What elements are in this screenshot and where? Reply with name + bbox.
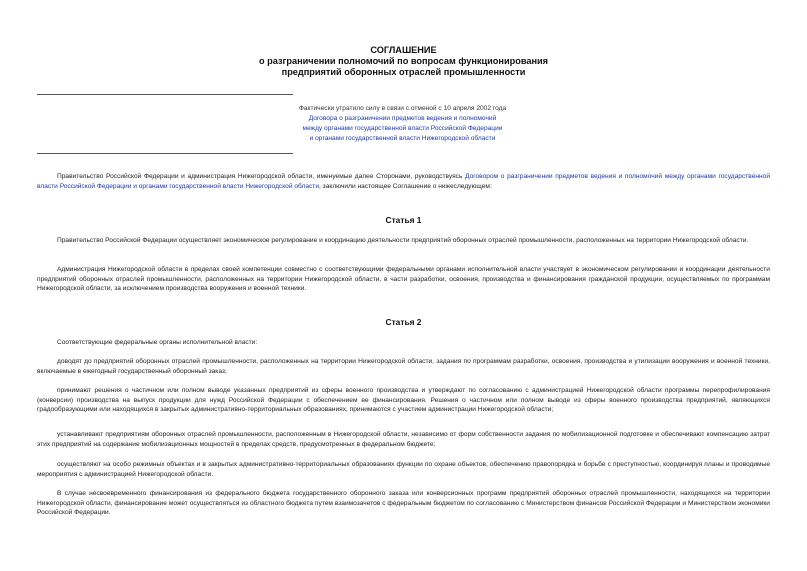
article-1-paragraph-2: Администрация Нижегородской области в пределах своей компетенции совместно с соответствующими федеральными органами исполнительной власти участвует в экономическом регулировании и координации деятельности предприятий оборонных отраслей промышленности, расположенных на территории Нижегородской области, в части разработки, освоения, производства и финансирования гражданской продукции, осуществляемых по программам Нижегородской области, за исключением производства вооружения и военной техники. — [37, 266, 770, 293]
article-2-paragraph-3: принимают решения о частичном или полном выводе указанных предприятий из сферы военного производства и утверждают по согласованию с администрацией Нижегородской области программы перепрофилирования (конверсии) производства на выпуск продукции для нужд Российской Федерации с обеспечением ее финансирования. Решения о частичном или полном выводе из сферы военного производства предприятий, являющихся градообразующими или находящихся в закрытых административно-территориальных образованиях, принимаются с участием администрации Нижегородской области; — [37, 387, 770, 414]
status-note: Фактически утратило силу в связи с отменой с 10 апреля 2002 года — [298, 105, 507, 112]
status-link-line1[interactable]: Договора о разграничении предметов ведения и полномочий — [308, 115, 497, 122]
preamble-text-after: , заключили настоящее Соглашение о нижеследующем: — [319, 182, 492, 190]
article-1-paragraph-1: Правительство Российской Федерации осуществляет экономическое регулирование и координацию деятельности предприятий оборонных отраслей промышленности, расположенных на территории Нижегородской области. — [57, 237, 749, 244]
document-subtitle-line1: о разграничении полномочий по вопросам функционирования — [258, 56, 549, 66]
divider-bottom — [37, 153, 293, 154]
article-2-paragraph-6: В случае несвоевременного финансирования из федерального бюджета государственного оборонного заказа или конверсионных программ предприятий оборонных отраслей промышленности, находящихся на территории Нижегородской области, финансирование может осуществляться из областного бюджета путем взаимозачетов с федеральным бюджетом по согласованию с Министерством финансов Российской Федерации и Министерством экономики Российской Федерации. — [37, 490, 770, 517]
article-2-paragraph-5: осуществляют на особо режимных объектах и в закрытых административно-территориальных образованиях функции по охране объектов, обеспечению правопорядка и борьбе с преступностью, координируя планы и проводимые мероприятия с администрацией Нижегородской области. — [37, 461, 770, 478]
status-link-line3[interactable]: и органами государственной власти Нижегородской области — [309, 135, 496, 142]
preamble-paragraph — [37, 172, 770, 191]
document-title: СОГЛАШЕНИЕ — [370, 45, 437, 55]
article-1-heading: Статья 1 — [385, 215, 422, 225]
preamble-treaty-link[interactable]: Договором о разграничении предметов ведения и полномочий между органами государственной власти Российской Федерации и органами государственной власти Нижегородской области — [37, 173, 770, 190]
article-2-paragraph-2: доводят до предприятий оборонных отраслей промышленности, расположенных на территории Нижегородской области, задания по программам разработки, освоения, производства и утилизации вооружения и военной техники, включаемые в ежегодный государственный оборонный заказ; — [37, 358, 770, 375]
status-link-line2[interactable]: между органами государственной власти Российской Федерации — [302, 125, 503, 132]
article-2-paragraph-4: устанавливают предприятиям оборонных отраслей промышленности, расположенным в Нижегородской области, независимо от форм собственности задания по мобилизационной подготовке и обеспечивают компенсацию затрат этих предприятий на содержание мобилизационных мощностей в пределах средств, предусмотренных в федеральном бюджете; — [37, 431, 770, 448]
document-subtitle-line2: предприятий оборонных отраслей промышленности — [281, 67, 526, 77]
divider-top — [37, 94, 293, 95]
article-2-heading: Статья 2 — [385, 317, 422, 327]
article-2-paragraph-1: Соответствующие федеральные органы исполнительной власти: — [57, 339, 258, 346]
preamble-text-before: Правительство Российской Федерации и администрация Нижегородской области, именуемые далее Сторонами, руководствуясь — [57, 173, 466, 180]
